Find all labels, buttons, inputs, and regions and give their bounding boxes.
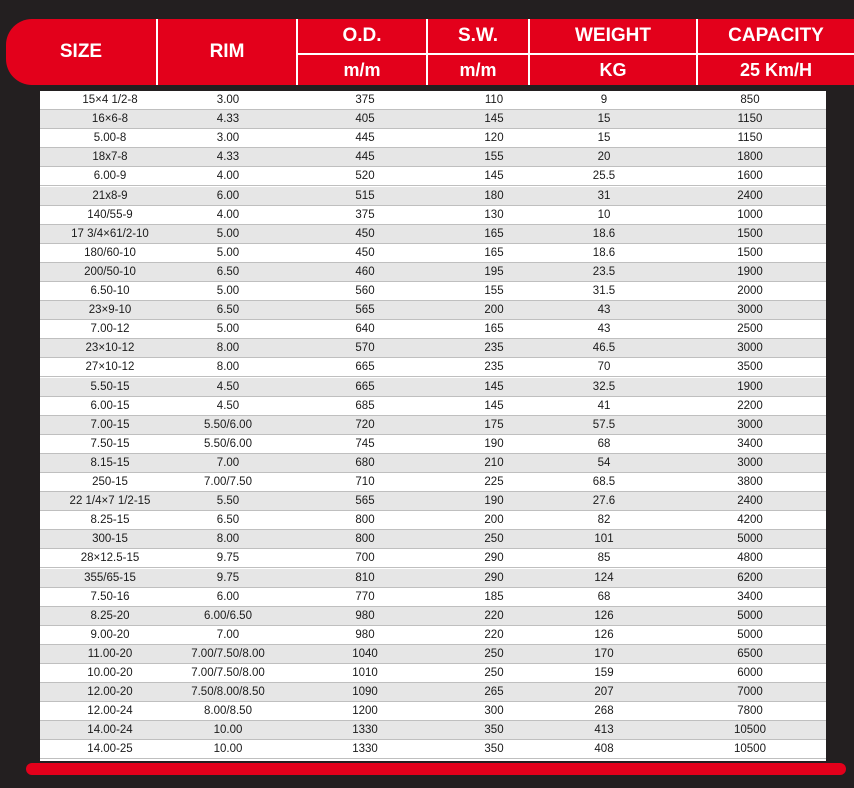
table-body [40,91,826,761]
cell-capacity: 5000 [737,533,763,546]
table-row [40,263,826,282]
table-row [40,397,826,416]
cell-weight: 15 [597,113,611,126]
cell-rim: 5.50/6.00 [204,437,252,450]
cell-size: 300-15 [92,533,128,546]
cell-od: 810 [355,571,375,584]
cell-weight: 413 [594,724,614,737]
cell-capacity: 850 [740,94,760,107]
cell-size: 21x8-9 [92,189,128,202]
cell-capacity: 4200 [737,514,763,527]
bottom-bar [26,763,846,775]
table-header [6,19,854,85]
cell-capacity: 2400 [737,189,763,202]
header-weight-unit: KG [599,59,627,80]
cell-rim: 4.33 [216,113,240,126]
cell-weight: 101 [594,533,614,546]
cell-sw: 145 [484,380,504,393]
cell-rim: 6.00/6.50 [204,609,252,622]
cell-od: 1090 [352,686,378,699]
cell-od: 570 [355,342,375,355]
cell-capacity: 1500 [737,246,763,259]
cell-rim: 7.50/8.00/8.50 [191,686,265,699]
cell-capacity: 3000 [737,456,763,469]
cell-weight: 41 [597,399,611,412]
cell-size: 5.00-8 [93,132,127,145]
cell-sw: 225 [484,476,504,489]
cell-size: 6.50-10 [90,285,130,298]
cell-rim: 7.00 [216,628,240,641]
cell-rim: 6.50 [216,514,240,527]
table-row [40,702,826,721]
table-row [40,110,826,129]
cell-weight: 32.5 [592,380,616,393]
cell-sw: 350 [484,743,504,756]
cell-capacity: 2500 [737,323,763,336]
cell-size: 8.25-15 [90,514,130,527]
cell-od: 375 [355,94,375,107]
table-row [40,244,826,263]
cell-weight: 10 [597,208,611,221]
cell-weight: 170 [594,647,614,660]
cell-od: 700 [355,552,375,565]
cell-size: 22 1/4×7 1/2-15 [69,495,151,508]
cell-size: 180/60-10 [84,246,136,259]
cell-size: 15×4 1/2-8 [82,94,138,107]
cell-od: 1040 [352,647,378,660]
header-capacity-unit: 25 Km/H [739,59,813,80]
cell-capacity: 1800 [737,151,763,164]
cell-rim: 10.00 [213,724,243,737]
cell-capacity: 4800 [737,552,763,565]
cell-capacity: 2200 [737,399,763,412]
cell-rim: 5.00 [216,323,240,336]
table-row [40,91,826,110]
cell-rim: 4.50 [216,380,240,393]
cell-size: 10.00-20 [87,667,133,680]
cell-weight: 126 [594,628,614,641]
cell-weight: 31.5 [592,285,616,298]
cell-rim: 7.00/7.50/8.00 [191,667,265,680]
header-rim: RIM [209,41,245,62]
cell-weight: 126 [594,609,614,622]
cell-size: 14.00-25 [87,743,133,756]
cell-size: 140/55-9 [87,208,133,221]
table-row [40,129,826,148]
cell-size: 8.25-20 [90,609,130,622]
cell-sw: 290 [484,552,504,565]
cell-rim: 10.00 [213,743,243,756]
cell-weight: 15 [597,132,611,145]
cell-capacity: 7800 [737,705,763,718]
cell-od: 710 [355,476,375,489]
cell-sw: 300 [484,705,504,718]
cell-sw: 220 [484,609,504,622]
cell-sw: 250 [484,647,504,660]
cell-size: 18x7-8 [92,151,128,164]
header-od-unit: m/m [343,59,381,80]
cell-sw: 155 [484,285,504,298]
header-od: O.D. [342,25,382,46]
cell-size: 17 3/4×61/2-10 [71,227,149,240]
cell-size: 16×6-8 [91,113,129,126]
cell-rim: 7.00 [216,456,240,469]
header-weight: WEIGHT [575,25,651,46]
cell-od: 640 [355,323,375,336]
cell-od: 565 [355,495,375,508]
table-row [40,282,826,301]
cell-sw: 290 [484,571,504,584]
cell-size: 8.15-15 [90,456,130,469]
cell-size: 27×10-12 [85,361,135,374]
cell-size: 14.00-24 [87,724,133,737]
cell-rim: 4.33 [216,151,240,164]
cell-rim: 5.00 [216,285,240,298]
cell-weight: 207 [594,686,614,699]
cell-od: 445 [355,151,375,164]
cell-sw: 200 [484,304,504,317]
cell-sw: 200 [484,514,504,527]
cell-sw: 165 [484,227,504,240]
cell-rim: 6.50 [216,304,240,317]
cell-size: 200/50-10 [84,265,136,278]
cell-od: 800 [355,514,375,527]
table-row [40,588,826,607]
cell-size: 355/65-15 [84,571,136,584]
cell-od: 460 [355,265,375,278]
cell-rim: 9.75 [216,552,240,565]
table-row [40,530,826,549]
cell-sw: 145 [484,113,504,126]
cell-sw: 195 [484,265,504,278]
cell-sw: 165 [484,323,504,336]
cell-od: 405 [355,113,375,126]
cell-rim: 8.00/8.50 [204,705,252,718]
cell-sw: 190 [484,437,504,450]
cell-weight: 68 [597,590,611,603]
cell-capacity: 10500 [734,724,766,737]
cell-size: 12.00-24 [87,705,133,718]
cell-weight: 20 [597,151,611,164]
cell-od: 450 [355,227,375,240]
cell-sw: 190 [484,495,504,508]
cell-capacity: 3800 [737,476,763,489]
table-row [40,454,826,473]
table-row [40,473,826,492]
table-row [40,740,826,759]
cell-sw: 155 [484,151,504,164]
cell-size: 250-15 [92,476,128,489]
cell-sw: 185 [484,590,504,603]
cell-od: 1010 [352,667,378,680]
table-row [40,569,826,588]
table-row [40,148,826,167]
table-row [40,416,826,435]
cell-rim: 5.00 [216,246,240,259]
cell-sw: 145 [484,399,504,412]
cell-size: 6.00-15 [90,399,130,412]
cell-rim: 4.00 [216,208,240,221]
cell-capacity: 3000 [737,342,763,355]
cell-od: 680 [355,456,375,469]
cell-sw: 235 [484,361,504,374]
cell-capacity: 1900 [737,380,763,393]
table-row [40,626,826,645]
cell-weight: 408 [594,743,614,756]
cell-sw: 235 [484,342,504,355]
cell-size: 6.00-9 [93,170,127,183]
table-row [40,339,826,358]
cell-rim: 5.50/6.00 [204,418,252,431]
cell-rim: 6.00 [216,189,240,202]
cell-rim: 9.75 [216,571,240,584]
cell-weight: 43 [597,323,611,336]
cell-size: 7.00-15 [90,418,130,431]
cell-weight: 124 [594,571,614,584]
table-row [40,206,826,225]
cell-sw: 210 [484,456,504,469]
cell-size: 28×12.5-15 [80,552,140,565]
cell-size: 7.50-16 [90,590,130,603]
cell-size: 7.00-12 [90,323,130,336]
cell-capacity: 2400 [737,495,763,508]
cell-weight: 27.6 [592,495,616,508]
cell-rim: 8.00 [216,533,240,546]
cell-capacity: 1500 [737,227,763,240]
cell-rim: 4.50 [216,399,240,412]
cell-weight: 46.5 [592,342,616,355]
table-row [40,664,826,683]
cell-od: 685 [355,399,375,412]
cell-sw: 120 [484,132,504,145]
cell-capacity: 1150 [737,113,763,126]
cell-capacity: 3000 [737,304,763,317]
cell-rim: 6.00 [216,590,240,603]
cell-od: 565 [355,304,375,317]
cell-weight: 159 [594,667,614,680]
cell-weight: 18.6 [592,246,616,259]
cell-sw: 250 [484,533,504,546]
cell-sw: 110 [484,94,504,107]
cell-rim: 3.00 [216,94,240,107]
cell-od: 980 [355,609,375,622]
cell-size: 23×9-10 [88,304,132,317]
table-row [40,225,826,244]
cell-capacity: 3000 [737,418,763,431]
cell-size: 7.50-15 [90,437,130,450]
cell-od: 665 [355,380,375,393]
cell-rim: 3.00 [216,132,240,145]
cell-capacity: 3400 [737,437,763,450]
cell-capacity: 6500 [737,647,763,660]
cell-rim: 7.00/7.50/8.00 [191,647,265,660]
table-row [40,378,826,397]
table-row [40,320,826,339]
cell-od: 745 [355,437,375,450]
cell-od: 520 [355,170,375,183]
cell-capacity: 3500 [737,361,763,374]
cell-rim: 5.00 [216,227,240,240]
cell-sw: 265 [484,686,504,699]
table-row [40,511,826,530]
cell-weight: 68 [597,437,611,450]
cell-weight: 70 [597,361,611,374]
cell-rim: 5.50 [216,495,240,508]
cell-od: 375 [355,208,375,221]
cell-od: 445 [355,132,375,145]
cell-rim: 4.00 [216,170,240,183]
cell-weight: 25.5 [592,170,616,183]
cell-od: 980 [355,628,375,641]
cell-od: 1330 [352,724,378,737]
table-row [40,187,826,206]
table-row [40,358,826,377]
table-row [40,549,826,568]
cell-capacity: 3400 [737,590,763,603]
table-row [40,301,826,320]
table-row [40,721,826,740]
cell-size: 9.00-20 [90,628,130,641]
cell-sw: 220 [484,628,504,641]
cell-size: 5.50-15 [90,380,130,393]
cell-weight: 54 [597,456,611,469]
table-row [40,492,826,511]
cell-capacity: 10500 [734,743,766,756]
cell-od: 770 [355,590,375,603]
cell-sw: 180 [484,189,504,202]
cell-od: 1330 [352,743,378,756]
header-size: SIZE [59,41,103,62]
header-capacity: CAPACITY [728,25,824,46]
cell-capacity: 5000 [737,628,763,641]
cell-sw: 165 [484,246,504,259]
cell-weight: 31 [597,189,611,202]
cell-od: 1200 [352,705,378,718]
cell-od: 800 [355,533,375,546]
cell-sw: 175 [484,418,504,431]
cell-od: 450 [355,246,375,259]
cell-capacity: 1900 [737,265,763,278]
cell-weight: 9 [600,94,608,107]
cell-size: 23×10-12 [85,342,135,355]
cell-weight: 82 [597,514,611,527]
table-row [40,607,826,626]
cell-weight: 18.6 [592,227,616,240]
cell-capacity: 6000 [737,667,763,680]
cell-sw: 250 [484,667,504,680]
cell-sw: 350 [484,724,504,737]
cell-weight: 85 [597,552,611,565]
cell-capacity: 5000 [737,609,763,622]
cell-capacity: 1000 [737,208,763,221]
cell-weight: 57.5 [592,418,616,431]
cell-od: 560 [355,285,375,298]
cell-od: 665 [355,361,375,374]
table-row [40,167,826,186]
cell-size: 12.00-20 [87,686,133,699]
cell-weight: 268 [594,705,614,718]
table-row [40,645,826,664]
header-sw-unit: m/m [459,59,497,80]
cell-od: 515 [355,189,375,202]
cell-capacity: 6200 [737,571,763,584]
table-row [40,683,826,702]
cell-sw: 145 [484,170,504,183]
cell-capacity: 1150 [737,132,763,145]
cell-weight: 68.5 [592,476,616,489]
cell-rim: 8.00 [216,342,240,355]
table-row [40,435,826,454]
cell-rim: 8.00 [216,361,240,374]
cell-capacity: 2000 [737,285,763,298]
cell-od: 720 [355,418,375,431]
cell-weight: 43 [597,304,611,317]
cell-capacity: 1600 [737,170,763,183]
cell-rim: 6.50 [216,265,240,278]
cell-rim: 7.00/7.50 [204,476,252,489]
cell-sw: 130 [484,208,504,221]
header-sw: S.W. [457,25,499,46]
cell-weight: 23.5 [592,265,616,278]
cell-capacity: 7000 [737,686,763,699]
cell-size: 11.00-20 [87,647,133,660]
